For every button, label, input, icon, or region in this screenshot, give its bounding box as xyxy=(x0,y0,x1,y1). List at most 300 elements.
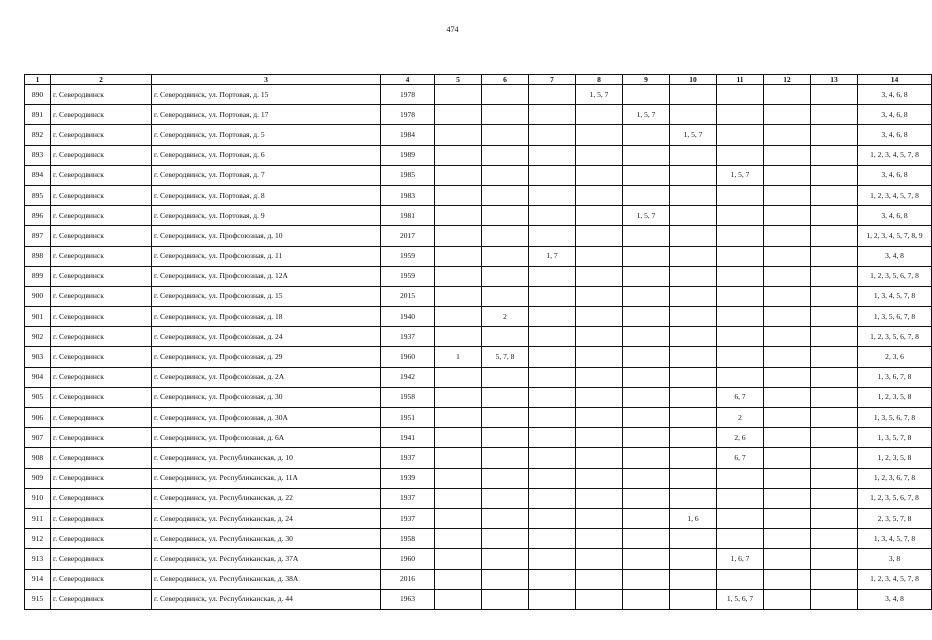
table-cell-col-13 xyxy=(811,145,858,165)
table-cell-col-5 xyxy=(435,387,482,407)
table-cell-col-3: г. Северодвинск, ул. Республиканская, д. 38А xyxy=(152,569,381,589)
page-number: 474 xyxy=(446,25,459,34)
table-cell-col-14: 3, 4, 6, 8 xyxy=(858,105,932,125)
table-cell-col-11 xyxy=(717,488,764,508)
table-cell-col-10 xyxy=(670,589,717,609)
table-cell-col-9 xyxy=(623,549,670,569)
table-cell-col-12 xyxy=(764,307,811,327)
table-cell-col-12 xyxy=(764,165,811,185)
column-header-11: 11 xyxy=(717,75,764,85)
table-cell-col-10 xyxy=(670,408,717,428)
table-cell-col-14: 1, 2, 3, 4, 5, 7, 8 xyxy=(858,569,932,589)
table-cell-col-5 xyxy=(435,105,482,125)
table-cell-col-5 xyxy=(435,266,482,286)
table-cell-col-8: 1, 5, 7 xyxy=(576,85,623,105)
table-cell-col-6 xyxy=(482,408,529,428)
table-cell-col-8 xyxy=(576,307,623,327)
table-cell-col-7 xyxy=(529,529,576,549)
table-cell-col-8 xyxy=(576,145,623,165)
table-cell-col-14: 1, 2, 3, 6, 7, 8 xyxy=(858,468,932,488)
table-cell-col-13 xyxy=(811,468,858,488)
table-cell-col-12 xyxy=(764,549,811,569)
table-cell-col-5 xyxy=(435,549,482,569)
table-cell-col-1: 905 xyxy=(25,387,51,407)
table-row xyxy=(25,408,932,428)
table-cell-col-6 xyxy=(482,529,529,549)
table-cell-col-11 xyxy=(717,246,764,266)
table-cell-col-7 xyxy=(529,327,576,347)
table-cell-col-4: 1958 xyxy=(381,387,435,407)
table-cell-col-8 xyxy=(576,206,623,226)
table-cell-col-14: 1, 2, 3, 4, 5, 7, 8, 9 xyxy=(858,226,932,246)
table-cell-col-7 xyxy=(529,468,576,488)
table-cell-col-7 xyxy=(529,448,576,468)
table-cell-col-12 xyxy=(764,367,811,387)
table-cell-col-1: 900 xyxy=(25,286,51,306)
table-cell-col-1: 907 xyxy=(25,428,51,448)
table-cell-col-12 xyxy=(764,226,811,246)
table-cell-col-11: 1, 5, 7 xyxy=(717,165,764,185)
table-cell-col-7 xyxy=(529,488,576,508)
table-cell-col-2: г. Северодвинск xyxy=(51,226,152,246)
table-cell-col-8 xyxy=(576,468,623,488)
table-cell-col-5 xyxy=(435,428,482,448)
table-cell-col-3: г. Северодвинск, ул. Профсоюзная, д. 15 xyxy=(152,286,381,306)
table-cell-col-14: 1, 3, 4, 5, 7, 8 xyxy=(858,529,932,549)
table-cell-col-5 xyxy=(435,125,482,145)
table-cell-col-4: 1983 xyxy=(381,185,435,205)
table-cell-col-2: г. Северодвинск xyxy=(51,125,152,145)
table-cell-col-13 xyxy=(811,327,858,347)
table-cell-col-8 xyxy=(576,286,623,306)
table-cell-col-4: 1981 xyxy=(381,206,435,226)
table-row xyxy=(25,529,932,549)
table-cell-col-6 xyxy=(482,468,529,488)
table-cell-col-11 xyxy=(717,105,764,125)
table-cell-col-8 xyxy=(576,589,623,609)
table-cell-col-12 xyxy=(764,569,811,589)
table-cell-col-1: 893 xyxy=(25,145,51,165)
table-cell-col-9 xyxy=(623,266,670,286)
table-cell-col-10 xyxy=(670,468,717,488)
table-row xyxy=(25,85,932,105)
table-cell-col-14: 3, 4, 6, 8 xyxy=(858,85,932,105)
table-cell-col-13 xyxy=(811,408,858,428)
table-cell-col-11 xyxy=(717,307,764,327)
table-cell-col-7 xyxy=(529,125,576,145)
table-cell-col-2: г. Северодвинск xyxy=(51,327,152,347)
table-cell-col-5 xyxy=(435,508,482,528)
table-row xyxy=(25,246,932,266)
table-cell-col-3: г. Северодвинск, ул. Республиканская, д. 22 xyxy=(152,488,381,508)
table-row xyxy=(25,549,932,569)
table-cell-col-6 xyxy=(482,266,529,286)
table-cell-col-3: г. Северодвинск, ул. Портовая, д. 17 xyxy=(152,105,381,125)
table-cell-col-9 xyxy=(623,125,670,145)
table-cell-col-3: г. Северодвинск, ул. Портовая, д. 8 xyxy=(152,185,381,205)
table-cell-col-7 xyxy=(529,105,576,125)
table-cell-col-3: г. Северодвинск, ул. Портовая, д. 6 xyxy=(152,145,381,165)
table-cell-col-3: г. Северодвинск, ул. Республиканская, д. 44 xyxy=(152,589,381,609)
table-cell-col-13 xyxy=(811,428,858,448)
table-cell-col-11 xyxy=(717,508,764,528)
table-cell-col-2: г. Северодвинск xyxy=(51,307,152,327)
table-body xyxy=(25,85,932,610)
table-cell-col-10 xyxy=(670,85,717,105)
table-cell-col-9 xyxy=(623,569,670,589)
table-cell-col-13 xyxy=(811,165,858,185)
table-cell-col-2: г. Северодвинск xyxy=(51,105,152,125)
table-cell-col-2: г. Северодвинск xyxy=(51,246,152,266)
table-cell-col-10 xyxy=(670,266,717,286)
table-cell-col-1: 904 xyxy=(25,367,51,387)
table-cell-col-9 xyxy=(623,246,670,266)
table-row xyxy=(25,387,932,407)
table-cell-col-4: 2016 xyxy=(381,569,435,589)
column-header-3: 3 xyxy=(152,75,381,85)
table-cell-col-9: 1, 5, 7 xyxy=(623,206,670,226)
table-cell-col-11 xyxy=(717,145,764,165)
table-cell-col-12 xyxy=(764,428,811,448)
table-cell-col-5 xyxy=(435,589,482,609)
table-cell-col-13 xyxy=(811,569,858,589)
table-cell-col-13 xyxy=(811,488,858,508)
table-cell-col-10 xyxy=(670,428,717,448)
table-row xyxy=(25,448,932,468)
column-header-7: 7 xyxy=(529,75,576,85)
table-cell-col-13 xyxy=(811,206,858,226)
table-cell-col-13 xyxy=(811,387,858,407)
table-cell-col-7 xyxy=(529,226,576,246)
table-cell-col-6: 2 xyxy=(482,307,529,327)
table-row xyxy=(25,226,932,246)
table-cell-col-6 xyxy=(482,206,529,226)
table-cell-col-14: 3, 4, 6, 8 xyxy=(858,165,932,185)
table-cell-col-13 xyxy=(811,347,858,367)
table-cell-col-3: г. Северодвинск, ул. Республиканская, д. 11А xyxy=(152,468,381,488)
table-cell-col-2: г. Северодвинск xyxy=(51,468,152,488)
table-cell-col-1: 891 xyxy=(25,105,51,125)
table-cell-col-6 xyxy=(482,85,529,105)
table-cell-col-7 xyxy=(529,266,576,286)
table-cell-col-4: 2017 xyxy=(381,226,435,246)
table-cell-col-1: 899 xyxy=(25,266,51,286)
table-cell-col-7 xyxy=(529,569,576,589)
table-cell-col-7 xyxy=(529,286,576,306)
table-cell-col-1: 914 xyxy=(25,569,51,589)
table-cell-col-4: 1937 xyxy=(381,488,435,508)
table-cell-col-11 xyxy=(717,226,764,246)
table-cell-col-3: г. Северодвинск, ул. Республиканская, д. 30 xyxy=(152,529,381,549)
table-cell-col-13 xyxy=(811,286,858,306)
table-row xyxy=(25,508,932,528)
table-cell-col-10 xyxy=(670,145,717,165)
table-cell-col-7 xyxy=(529,307,576,327)
table-cell-col-14: 1, 2, 3, 5, 6, 7, 8 xyxy=(858,488,932,508)
table-cell-col-11 xyxy=(717,347,764,367)
table-cell-col-8 xyxy=(576,327,623,347)
column-header-10: 10 xyxy=(670,75,717,85)
table-cell-col-11 xyxy=(717,206,764,226)
table-cell-col-14: 3, 4, 6, 8 xyxy=(858,125,932,145)
table-cell-col-6 xyxy=(482,165,529,185)
table-cell-col-7 xyxy=(529,206,576,226)
column-header-4: 4 xyxy=(381,75,435,85)
table-cell-col-12 xyxy=(764,125,811,145)
table-cell-col-8 xyxy=(576,367,623,387)
table-cell-col-5 xyxy=(435,448,482,468)
table-cell-col-12 xyxy=(764,488,811,508)
table-cell-col-8 xyxy=(576,529,623,549)
table-cell-col-4: 1941 xyxy=(381,428,435,448)
table-cell-col-10 xyxy=(670,529,717,549)
table-cell-col-1: 892 xyxy=(25,125,51,145)
table-cell-col-7 xyxy=(529,165,576,185)
column-header-13: 13 xyxy=(811,75,858,85)
table-cell-col-12 xyxy=(764,347,811,367)
registry-table xyxy=(24,74,932,610)
table-cell-col-7 xyxy=(529,185,576,205)
table-cell-col-2: г. Северодвинск xyxy=(51,145,152,165)
table-row xyxy=(25,569,932,589)
table-cell-col-7 xyxy=(529,508,576,528)
table-cell-col-7 xyxy=(529,589,576,609)
table-cell-col-10 xyxy=(670,105,717,125)
table-cell-col-4: 1959 xyxy=(381,246,435,266)
table-cell-col-3: г. Северодвинск, ул. Профсоюзная, д. 18 xyxy=(152,307,381,327)
table-cell-col-11: 6, 7 xyxy=(717,387,764,407)
table-cell-col-7 xyxy=(529,408,576,428)
table-cell-col-9 xyxy=(623,408,670,428)
table-cell-col-3: г. Северодвинск, ул. Республиканская, д. 10 xyxy=(152,448,381,468)
column-header-1: 1 xyxy=(25,75,51,85)
table-cell-col-10 xyxy=(670,549,717,569)
table-cell-col-2: г. Северодвинск xyxy=(51,367,152,387)
table-cell-col-12 xyxy=(764,85,811,105)
table-cell-col-6 xyxy=(482,589,529,609)
table-cell-col-6 xyxy=(482,226,529,246)
table-cell-col-7 xyxy=(529,428,576,448)
table-cell-col-8 xyxy=(576,549,623,569)
table-cell-col-12 xyxy=(764,246,811,266)
table-cell-col-1: 890 xyxy=(25,85,51,105)
table-cell-col-5 xyxy=(435,145,482,165)
table-cell-col-10: 1, 6 xyxy=(670,508,717,528)
table-cell-col-8 xyxy=(576,408,623,428)
table-cell-col-10 xyxy=(670,185,717,205)
table-cell-col-8 xyxy=(576,105,623,125)
table-cell-col-3: г. Северодвинск, ул. Профсоюзная, д. 30 xyxy=(152,387,381,407)
table-cell-col-1: 909 xyxy=(25,468,51,488)
table-cell-col-4: 1940 xyxy=(381,307,435,327)
table-cell-col-2: г. Северодвинск xyxy=(51,286,152,306)
table-cell-col-12 xyxy=(764,468,811,488)
table-cell-col-4: 1960 xyxy=(381,347,435,367)
table-row xyxy=(25,327,932,347)
table-cell-col-11: 1, 6, 7 xyxy=(717,549,764,569)
table-cell-col-10 xyxy=(670,226,717,246)
table-row xyxy=(25,145,932,165)
table-cell-col-10 xyxy=(670,327,717,347)
column-header-12: 12 xyxy=(764,75,811,85)
table-cell-col-6 xyxy=(482,448,529,468)
table-cell-col-7 xyxy=(529,347,576,367)
table-cell-col-11 xyxy=(717,185,764,205)
table-cell-col-2: г. Северодвинск xyxy=(51,448,152,468)
table-cell-col-2: г. Северодвинск xyxy=(51,549,152,569)
table-cell-col-13 xyxy=(811,185,858,205)
table-cell-col-8 xyxy=(576,428,623,448)
table-cell-col-11 xyxy=(717,327,764,347)
table-cell-col-3: г. Северодвинск, ул. Портовая, д. 9 xyxy=(152,206,381,226)
table-cell-col-6 xyxy=(482,145,529,165)
table-cell-col-13 xyxy=(811,448,858,468)
table-cell-col-14: 1, 2, 3, 5, 8 xyxy=(858,448,932,468)
table-cell-col-6 xyxy=(482,185,529,205)
table-cell-col-2: г. Северодвинск xyxy=(51,408,152,428)
table-cell-col-8 xyxy=(576,246,623,266)
table-cell-col-2: г. Северодвинск xyxy=(51,428,152,448)
table-cell-col-1: 903 xyxy=(25,347,51,367)
table-cell-col-10: 1, 5, 7 xyxy=(670,125,717,145)
table-cell-col-10 xyxy=(670,448,717,468)
table-cell-col-5 xyxy=(435,246,482,266)
table-cell-col-14: 1, 3, 5, 7, 8 xyxy=(858,428,932,448)
table-cell-col-4: 1989 xyxy=(381,145,435,165)
table-cell-col-13 xyxy=(811,246,858,266)
table-row xyxy=(25,125,932,145)
table-cell-col-1: 896 xyxy=(25,206,51,226)
table-cell-col-4: 1937 xyxy=(381,508,435,528)
table-cell-col-11 xyxy=(717,367,764,387)
table-cell-col-6 xyxy=(482,569,529,589)
table-cell-col-1: 911 xyxy=(25,508,51,528)
table-cell-col-5 xyxy=(435,327,482,347)
table-row xyxy=(25,367,932,387)
table-cell-col-9 xyxy=(623,508,670,528)
table-cell-col-3: г. Северодвинск, ул. Профсоюзная, д. 11 xyxy=(152,246,381,266)
table-cell-col-2: г. Северодвинск xyxy=(51,206,152,226)
table-row xyxy=(25,185,932,205)
column-header-2: 2 xyxy=(51,75,152,85)
table-cell-col-1: 901 xyxy=(25,307,51,327)
table-cell-col-8 xyxy=(576,185,623,205)
table-cell-col-3: г. Северодвинск, ул. Республиканская, д. 24 xyxy=(152,508,381,528)
table-cell-col-5 xyxy=(435,367,482,387)
table-cell-col-13 xyxy=(811,549,858,569)
table-cell-col-13 xyxy=(811,105,858,125)
table-cell-col-11 xyxy=(717,266,764,286)
table-cell-col-8 xyxy=(576,226,623,246)
table-cell-col-7 xyxy=(529,387,576,407)
table-cell-col-9 xyxy=(623,327,670,347)
table-cell-col-9 xyxy=(623,185,670,205)
table-cell-col-3: г. Северодвинск, ул. Республиканская, д. 37А xyxy=(152,549,381,569)
table-cell-col-10 xyxy=(670,206,717,226)
table-cell-col-7 xyxy=(529,367,576,387)
table-cell-col-12 xyxy=(764,327,811,347)
table-cell-col-4: 1958 xyxy=(381,529,435,549)
table-cell-col-11 xyxy=(717,286,764,306)
table-cell-col-14: 3, 4, 8 xyxy=(858,589,932,609)
table-cell-col-2: г. Северодвинск xyxy=(51,589,152,609)
table-cell-col-2: г. Северодвинск xyxy=(51,387,152,407)
table-cell-col-1: 913 xyxy=(25,549,51,569)
table-cell-col-13 xyxy=(811,307,858,327)
table-cell-col-11 xyxy=(717,468,764,488)
table-cell-col-8 xyxy=(576,448,623,468)
table-cell-col-11: 6, 7 xyxy=(717,448,764,468)
table-cell-col-10 xyxy=(670,246,717,266)
table-cell-col-1: 912 xyxy=(25,529,51,549)
table-cell-col-5: 1 xyxy=(435,347,482,367)
table-cell-col-8 xyxy=(576,125,623,145)
table-cell-col-7: 1, 7 xyxy=(529,246,576,266)
table-cell-col-11: 2 xyxy=(717,408,764,428)
table-row xyxy=(25,468,932,488)
table-cell-col-6 xyxy=(482,286,529,306)
table-cell-col-10 xyxy=(670,387,717,407)
table-row xyxy=(25,428,932,448)
table-cell-col-10 xyxy=(670,307,717,327)
table-cell-col-14: 3, 4, 6, 8 xyxy=(858,206,932,226)
table-cell-col-12 xyxy=(764,105,811,125)
table-cell-col-9 xyxy=(623,367,670,387)
table-cell-col-10 xyxy=(670,367,717,387)
table-cell-col-6: 5, 7, 8 xyxy=(482,347,529,367)
table-row xyxy=(25,206,932,226)
table-cell-col-14: 3, 4, 8 xyxy=(858,246,932,266)
table-cell-col-12 xyxy=(764,448,811,468)
table-cell-col-9 xyxy=(623,488,670,508)
table-cell-col-8 xyxy=(576,347,623,367)
table-row xyxy=(25,286,932,306)
table-cell-col-7 xyxy=(529,145,576,165)
table-cell-col-11: 2, 6 xyxy=(717,428,764,448)
table-cell-col-4: 1939 xyxy=(381,468,435,488)
table-cell-col-11 xyxy=(717,529,764,549)
table-cell-col-1: 895 xyxy=(25,185,51,205)
table-cell-col-6 xyxy=(482,428,529,448)
table-cell-col-12 xyxy=(764,508,811,528)
table-cell-col-3: г. Северодвинск, ул. Профсоюзная, д. 24 xyxy=(152,327,381,347)
table-cell-col-4: 2015 xyxy=(381,286,435,306)
table-cell-col-12 xyxy=(764,529,811,549)
table-cell-col-12 xyxy=(764,145,811,165)
table-cell-col-2: г. Северодвинск xyxy=(51,85,152,105)
table-cell-col-3: г. Северодвинск, ул. Профсоюзная, д. 29 xyxy=(152,347,381,367)
table-cell-col-2: г. Северодвинск xyxy=(51,185,152,205)
table-cell-col-6 xyxy=(482,387,529,407)
table-cell-col-1: 906 xyxy=(25,408,51,428)
table-cell-col-11 xyxy=(717,125,764,145)
table-cell-col-9 xyxy=(623,165,670,185)
table-cell-col-6 xyxy=(482,125,529,145)
table-cell-col-10 xyxy=(670,488,717,508)
table-cell-col-14: 1, 2, 3, 5, 6, 7, 8 xyxy=(858,266,932,286)
table-cell-col-14: 1, 2, 3, 5, 6, 7, 8 xyxy=(858,327,932,347)
table-cell-col-8 xyxy=(576,165,623,185)
table-cell-col-5 xyxy=(435,165,482,185)
table-cell-col-3: г. Северодвинск, ул. Профсоюзная, д. 10 xyxy=(152,226,381,246)
table-cell-col-13 xyxy=(811,589,858,609)
table-cell-col-1: 915 xyxy=(25,589,51,609)
table-cell-col-12 xyxy=(764,185,811,205)
table-row xyxy=(25,307,932,327)
table-cell-col-3: г. Северодвинск, ул. Портовая, д. 7 xyxy=(152,165,381,185)
table-cell-col-9 xyxy=(623,145,670,165)
table-cell-col-5 xyxy=(435,529,482,549)
